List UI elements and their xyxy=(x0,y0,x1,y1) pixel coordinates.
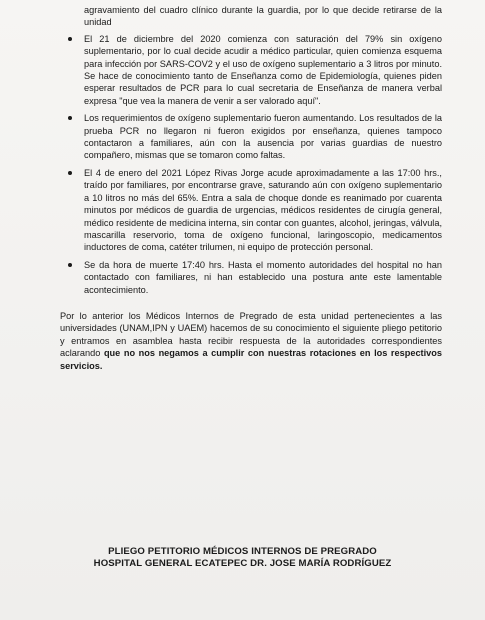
bullet-list xyxy=(60,33,442,296)
bullet-dot-icon xyxy=(68,171,72,175)
bullet-text: Se da hora de muerte 17:40 hrs. Hasta el momento autoridades del hospital no han contactado con familiares, ni han establecido una postura ante este lamentable acontecimiento. xyxy=(84,259,442,295)
document-body xyxy=(60,4,442,372)
bullet-dot-icon xyxy=(68,37,72,41)
closing-paragraph xyxy=(60,310,442,372)
bullet-item xyxy=(60,259,442,296)
footer-title: PLIEGO PETITORIO MÉDICOS INTERNOS DE PREGRADO xyxy=(108,546,377,557)
bullet-item xyxy=(60,112,442,162)
document-footer xyxy=(0,546,485,571)
bullet-item xyxy=(60,33,442,107)
bullet-text: El 4 de enero del 2021 López Rivas Jorge acude aproximadamente a las 17:00 hrs., traído por familiares, por encontrarse grave, saturando aún con oxígeno suplementario a 10 litros no más del 65%. Entra a sala de choque donde es reanimado por cuarenta minutos por médicos de guardia de urgencias, médicos residentes de cirugía general, médico residente de medicina interna, sin contar con guantes, alcohol, jeringas, válvula, mascarilla reservorio, toma de oxígeno funcional, laringoscopio, medicamentos inductores de coma, catéter trilumen, ni equipo de protección personal. xyxy=(84,167,443,253)
footer-hospital: HOSPITAL GENERAL ECATEPEC DR. JOSE MARÍA RODRÍGUEZ xyxy=(93,558,392,570)
closing-text: Por lo anterior los Médicos Internos de Pregrado de esta unidad pertenecientes a las universidades (UNAM,IPN y UAEM) hacemos de su conocimiento el siguiente pliego petitorio y entramos en asamblea hasta recibir respuesta de la autoridades correspondientes aclarando xyxy=(60,310,442,359)
closing-bold-text: que no nos negamos a cumplir con nuestras rotaciones en los respectivos servicios. xyxy=(60,348,442,371)
bullet-text: Los requerimientos de oxígeno suplementario fueron aumentando. Los resultados de la prueba PCR no llegaron ni fueron exigidos por enseñanza, quienes tampoco contactaron a familiares, aún con la ausencia por varias guardias de nuestro compañero, mismas que se tomaron como faltas. xyxy=(84,113,442,161)
continuation-text: agravamiento del cuadro clínico durante la guardia, por lo que decide retirarse de la unidad xyxy=(84,5,442,28)
bullet-item xyxy=(60,167,442,254)
bullet-dot-icon xyxy=(68,263,72,267)
bullet-dot-icon xyxy=(68,116,72,120)
bullet-text: El 21 de diciembre del 2020 comienza con saturación del 79% sin oxígeno suplementario, por lo cual decide acudir a médico particular, quien comienza esquema para infección por SARS-COV2 y el uso de oxígeno suplementario a 3 litros por minuto. Se hace de conocimiento tanto de Enseñanza como de Epidemiología, quienes piden esperar resultados de PCR para lo cual secretaria de Enseñanza de manera verbal expresa "que vea la manera de venir a ser valorado aquí". xyxy=(84,33,442,106)
